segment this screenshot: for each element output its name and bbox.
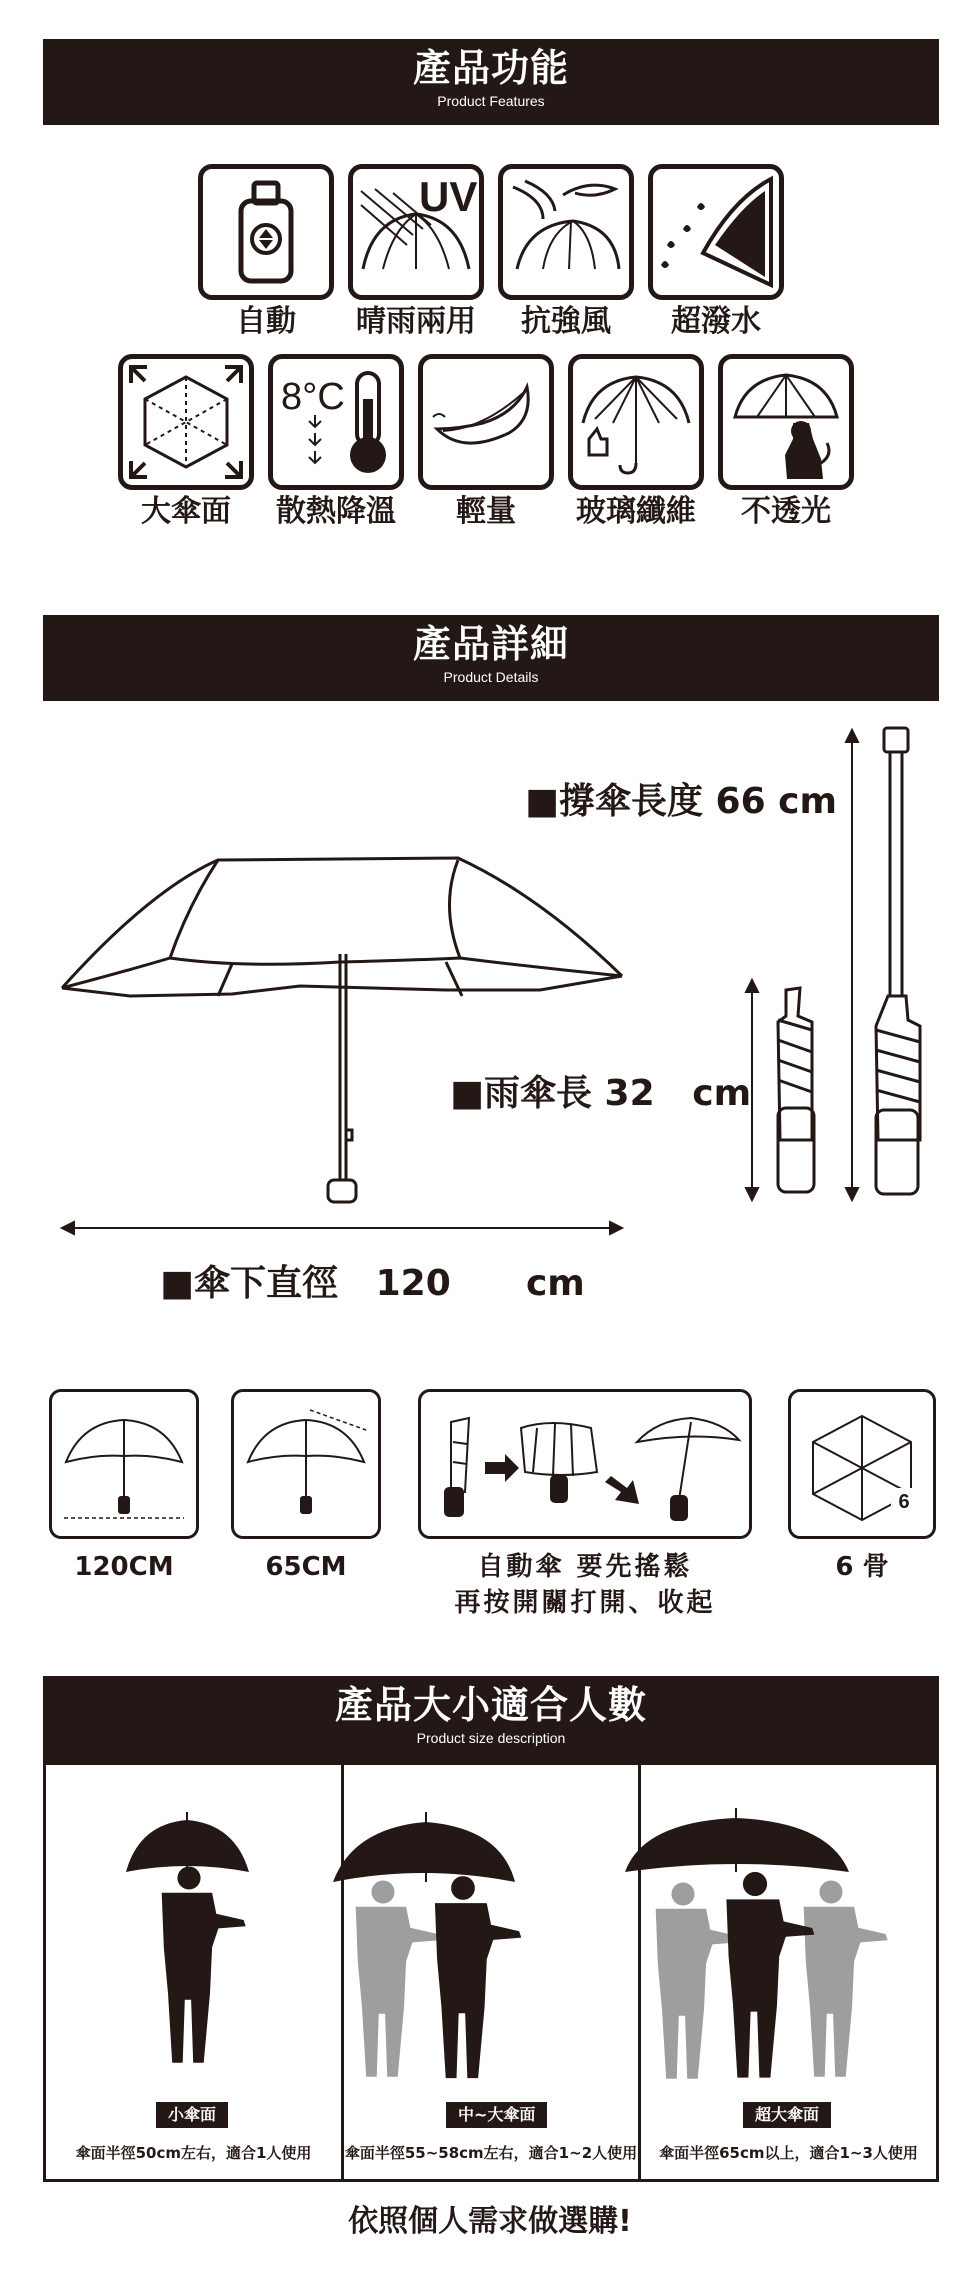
features-subtitle: Product Features	[437, 93, 545, 109]
svg-text:UV: UV	[419, 173, 478, 220]
fiberglass-umbrella-icon	[568, 354, 704, 490]
light-blocking-icon	[718, 354, 854, 490]
size-caption-large: 傘面半徑65cm以上，適合1~3人使用	[659, 2144, 918, 2162]
size-caption-medium: 傘面半徑55~58cm左右，適合1~2人使用	[344, 2144, 638, 2162]
footer-note: 依照個人需求做選購!	[348, 2204, 632, 2239]
svg-text:8°C: 8°C	[281, 376, 345, 418]
auto-usage-line1: 自動傘 要先搖鬆	[477, 1552, 693, 1582]
large-canopy-icon	[118, 354, 254, 490]
details-title: 產品詳細	[412, 622, 569, 666]
size-caption-small: 傘面半徑50cm左右，適合1人使用	[75, 2144, 312, 2162]
radius-spec-box	[231, 1389, 381, 1539]
closed-length-label: ■雨傘長 32 cm	[450, 1073, 752, 1114]
details-subtitle: Product Details	[443, 669, 539, 685]
feature-label-cooling: 散熱降溫	[276, 494, 396, 529]
uv-umbrella-icon	[348, 164, 484, 300]
size-tag-small: 小傘面	[156, 2102, 228, 2128]
ribs-spec-box	[788, 1389, 936, 1539]
auto-open-button-icon	[198, 164, 334, 300]
radius-box-label: 65CM	[265, 1552, 347, 1582]
open-length-label: ■撐傘長度 66 cm	[525, 781, 838, 822]
diameter-label: ■傘下直徑 120 cm	[160, 1263, 585, 1304]
cooling-thermometer-icon	[268, 354, 404, 490]
svg-text:6: 6	[898, 1491, 910, 1513]
feature-label-auto: 自動	[236, 304, 296, 339]
feature-label-water: 超潑水	[671, 304, 761, 339]
size-tag-large: 超大傘面	[743, 2102, 831, 2128]
features-banner	[43, 39, 939, 125]
feature-label-fiberglass: 玻璃纖維	[576, 494, 696, 529]
diameter-spec-box	[49, 1389, 199, 1539]
auto-usage-line2: 再按開關打開、收起	[454, 1588, 716, 1618]
diameter-box-label: 120CM	[74, 1552, 174, 1582]
feature-label-blocking: 不透光	[741, 494, 831, 529]
size-title: 產品大小適合人數	[334, 1683, 647, 1727]
feather-icon	[418, 354, 554, 490]
feature-label-light: 輕量	[456, 494, 516, 529]
wind-umbrella-icon	[498, 164, 634, 300]
ribs-box-label: 6 骨	[835, 1552, 889, 1582]
water-repellent-icon	[648, 164, 784, 300]
feature-label-canopy: 大傘面	[141, 494, 231, 529]
size-subtitle: Product size description	[416, 1730, 566, 1746]
size-banner	[43, 1676, 939, 1762]
size-tag-medium: 中~大傘面	[446, 2102, 547, 2128]
feature-label-wind: 抗強風	[521, 304, 611, 339]
auto-usage-box	[418, 1389, 752, 1539]
features-title: 產品功能	[412, 46, 569, 90]
feature-label-uv: 晴雨兩用	[356, 304, 476, 339]
details-banner	[43, 615, 939, 701]
